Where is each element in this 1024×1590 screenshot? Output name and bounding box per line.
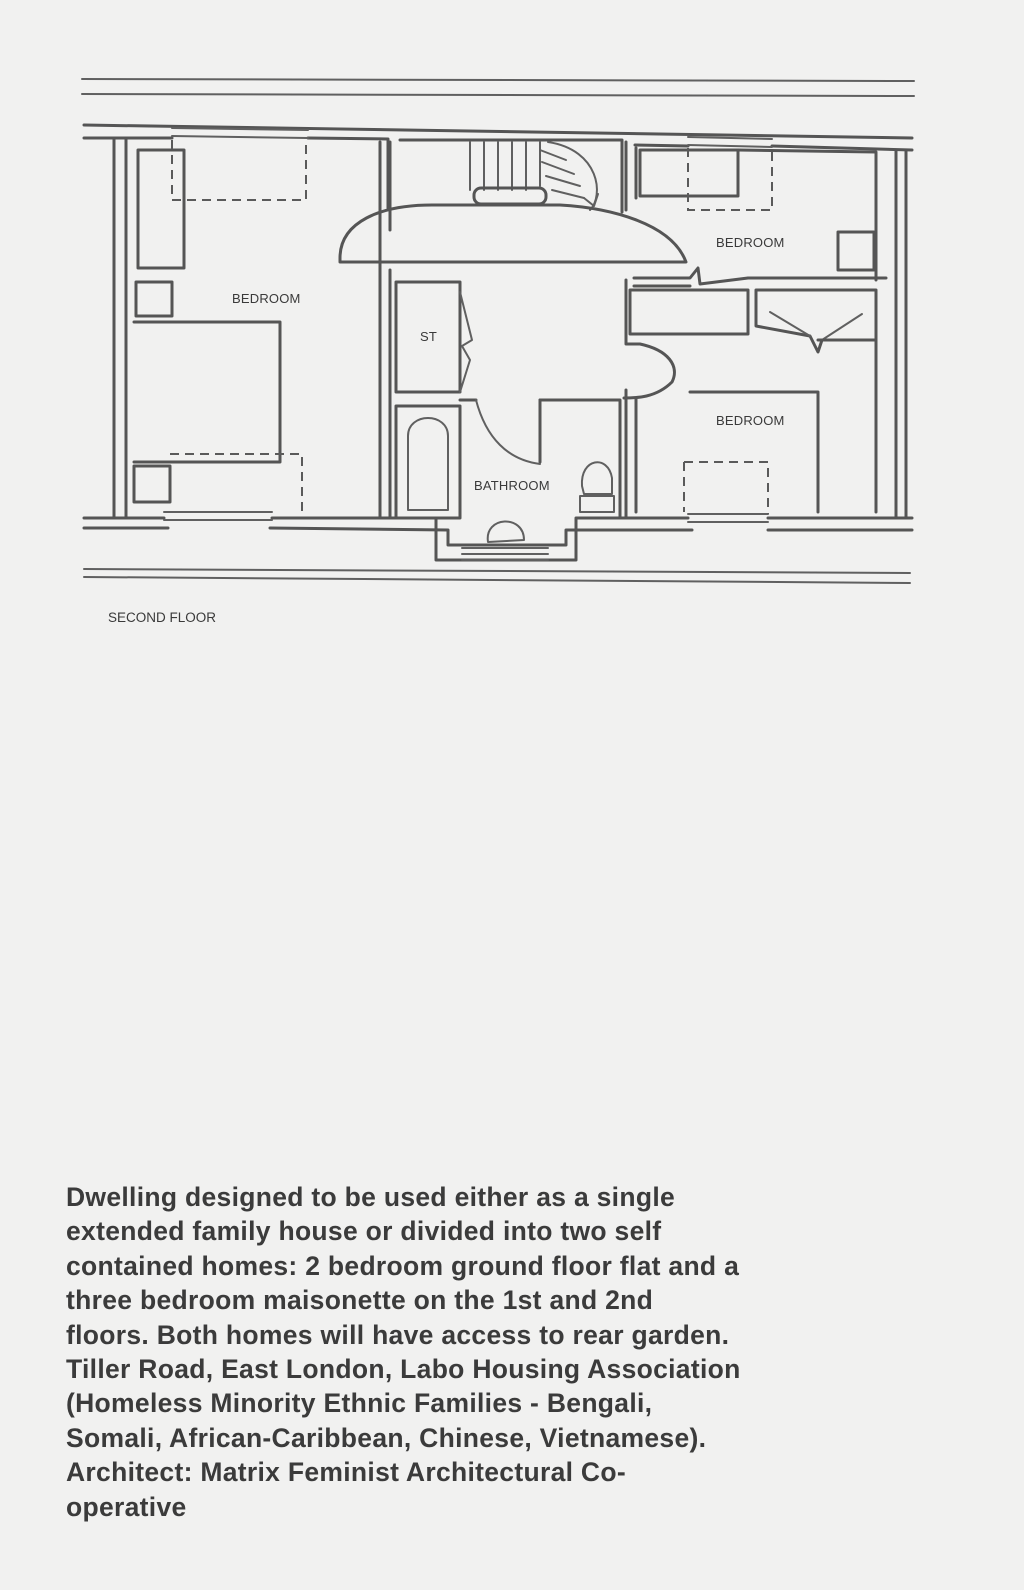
room-label-bathroom: BATHROOM <box>474 478 550 493</box>
description-line: extended family house or divided into two self <box>66 1216 662 1247</box>
room-label-bedroom-bottom-right: BEDROOM <box>716 413 785 428</box>
project-description <box>66 1180 976 1524</box>
room-label-bedroom-left: BEDROOM <box>232 291 301 306</box>
second-floor-plan <box>0 0 1024 660</box>
top-boundary-lines <box>82 79 914 96</box>
room-label-bedroom-top-right: BEDROOM <box>716 235 785 250</box>
left-bedroom-furniture <box>134 140 306 512</box>
floor-caption: SECOND FLOOR <box>108 610 217 625</box>
stair <box>470 142 598 210</box>
bottom-boundary-lines <box>84 569 910 583</box>
description-line: Tiller Road, East London, Labo Housing Association <box>66 1354 741 1385</box>
description-line: floors. Both homes will have access to rear garden. <box>66 1319 730 1350</box>
room-label-store: ST <box>420 329 438 344</box>
description-line: Somali, African-Caribbean, Chinese, Vietnamese). <box>66 1422 707 1453</box>
left-bedroom-partition <box>380 142 390 518</box>
description-line: (Homeless Minority Ethnic Families - Bengali, <box>66 1388 653 1419</box>
wardrobes <box>630 290 876 352</box>
description-line: Architect: Matrix Feminist Architectural Co- <box>66 1457 626 1488</box>
top-right-bedroom-furniture <box>634 148 886 286</box>
bathroom <box>396 400 620 542</box>
landing <box>340 205 686 398</box>
description-line: contained homes: 2 bedroom ground floor flat and a <box>66 1250 740 1281</box>
description-line: Dwelling designed to be used either as a single <box>66 1182 676 1212</box>
description-line: three bedroom maisonette on the 1st and 2nd <box>66 1285 654 1316</box>
windows <box>164 128 772 560</box>
description-line: operative <box>66 1491 187 1522</box>
